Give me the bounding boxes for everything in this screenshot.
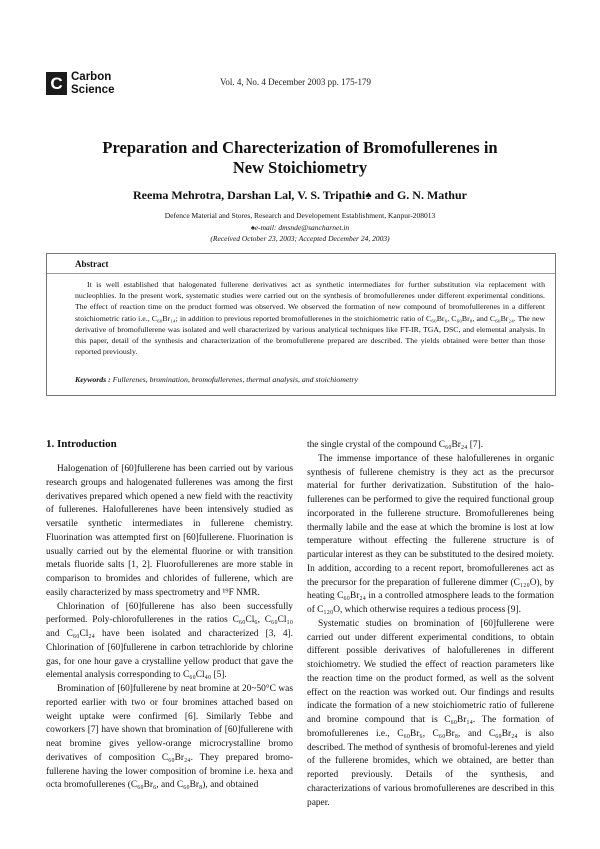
right-column [307,439,554,810]
intro-paragraph-1: Halogenation of [60]fullerene has been carried out by various research groups and halogenated fullerenes was among the first derivatives prepared which opened a new field with the reactivity of fullerenes. Halofullerenes have been intensively studied as versatile synthetic intermediates in fullerene chemistry. Fluorination was attempted first on [60]fullerene. Fluorination is usually carried out by the elemental fluorine or with transition metals fluoride salts [1, 2]. Fluorofullerenes are more stable in comparison to bromides and chlorides of fullerene, which are easily characterized by mass spectrometry and ¹⁹F NMR. [46,464,293,598]
keywords [75,375,545,384]
email: ♠e-mail: dmsnde@sancharnet.in [250,222,350,232]
paper-title [60,138,540,178]
paper-title-line2: New Stoichiometry [232,158,368,177]
keywords-list: Fullerenes, bromination, bromofullerenes, thermal analysis, and stoichiometry [110,375,358,384]
intro-paragraph-3: Bromination of [60]fullerene by neat bromine at 20~50°C was reported earlier with two or four bromines attached based on weight uptake were confirmed [6]. Similarly Tebbe and coworkers [7] have shown that bromination of [60]fullerene with neat bromine gives yellow-orange microcrystalline bromo derivatives of composition C₆₀Br₂₄. They prepared bromo-fullerene having the lower composition of bromine i.e. hexa and octa bromofullerenes (C₆₀Br₆, and C₆₀Br₈), and obtained [46,684,293,791]
abstract-text: It is well established that halogenated fullerene derivatives act as synthetic intermediates for further substitution via replacement with nucleophlies. In the present work, systematic studies were carried out on the synthesis of bromofullerenes under different experimental conditions. The effect of reaction time on the product formed was observed. We observed the formation of new compound of bromofullerenes in a different stoichiometric ratio i.e., C₆₀Br₁₄; in addition to previous reported bromofullerenes in the stoichiometric ratio of C₆₀Br₆, C₆₀Br₈, and C₆₀Br₂₄. The new derivative of bromofullerene was isolated and well characterized by various analytical techniques like FT-IR, TGA, DSC, and elemental analysis. In this paper, detail of the synthesis and characterization of the bromofullerene prepared are described. The yields obtained were better than those reported previously. [75,280,545,357]
paper-title-line1: Preparation and Charecterization of Bromofullerenes in [102,138,498,157]
intro-paragraph-3-continued: the single crystal of the compound C₆₀Br₂₄ [7]. [307,440,484,450]
abstract-heading: Abstract [75,259,109,269]
section-heading-introduction: 1. Introduction [46,438,117,450]
abstract-header-row [47,254,555,274]
journal-name-line1: Carbon [71,71,112,83]
affiliation: Defence Material and Stores, Research and Developement Establishment, Kanpur-208013 [164,211,436,220]
affiliation-block [60,210,540,245]
intro-paragraph-4: The immense importance of these halofullerenes in organic synthesis of fullerene chemistry is they act as the precursor material for further derivatization. Substitution of the halo-fullerenes can be performed to give the required functional group incorporated in the fullerene structure. Bromofullerenes being thermally labile and the ease at which the bromine is lost at low temperature without effecting the fullerene structure is of particular interest as they can be substituted to the desired moiety. In addition, according to a recent report, bromofullerenes act as the precursor for the preparation of fullerene dimmer (C₁₂₀O), by heating C₆₀Br₂₄ in a controlled atmosphere leads to the formation of C₁₂₀O, which otherwise requires a tedious process [9]. [307,453,554,615]
journal-name-line2: Science [71,83,115,96]
abstract-box [46,253,556,396]
authors: Reema Mehrotra, Darshan Lal, V. S. Tripathi♠ and G. N. Mathur [133,188,467,202]
received-dates: (Received October 23, 2003; Accepted December 24, 2003) [210,234,390,243]
journal-logo-icon: C [46,72,67,95]
journal-info: Vol. 4, No. 4 December 2003 pp. 175-179 [220,77,372,87]
keywords-label: Keywords : [75,375,111,384]
intro-paragraph-2: Chlorination of [60]fullerene has also been successfully performed. Poly-chlorofullerenes in the ratios C₆₀Cl₆, C₆₀Cl₁₀ and C₆₀Cl₂₄ have been isolated and characterized [3, 4]. Chlorination of [60]fullerene in carbon tetrachloride by chlorine gas, for one hour gave a crystalline yellow product that gave the elemental analysis corresponding to C₆₀Cl₄₀ [5]. [46,601,293,681]
intro-paragraph-5: Systematic studies on bromination of [60]fullerene were carried out under different experimental conditions, to obtain different possible derivatives of halofullerenes in different stoichiometry. We studied the effect of reaction parameters like the reaction time on the product formed, as well as the solvent effect on the reaction was worked out. Our findings and results indicate the formation of a new stoichiometric ratio of fullerene and bromine compound that is C₆₀Br₁₄. The formation of bromofullerenes i.e., C₆₀Br₆, C₆₀Br₈, and C₆₀Br₂₄ is also described. The method of synthesis of bromoful-lerenes and yield of the fullerene bromides, which we obtained, are better than reported previously. Details of the synthesis, and characterizations of various bromofullerenes are described in this paper. [307,618,554,808]
left-column [46,463,293,793]
journal-name [71,71,114,96]
